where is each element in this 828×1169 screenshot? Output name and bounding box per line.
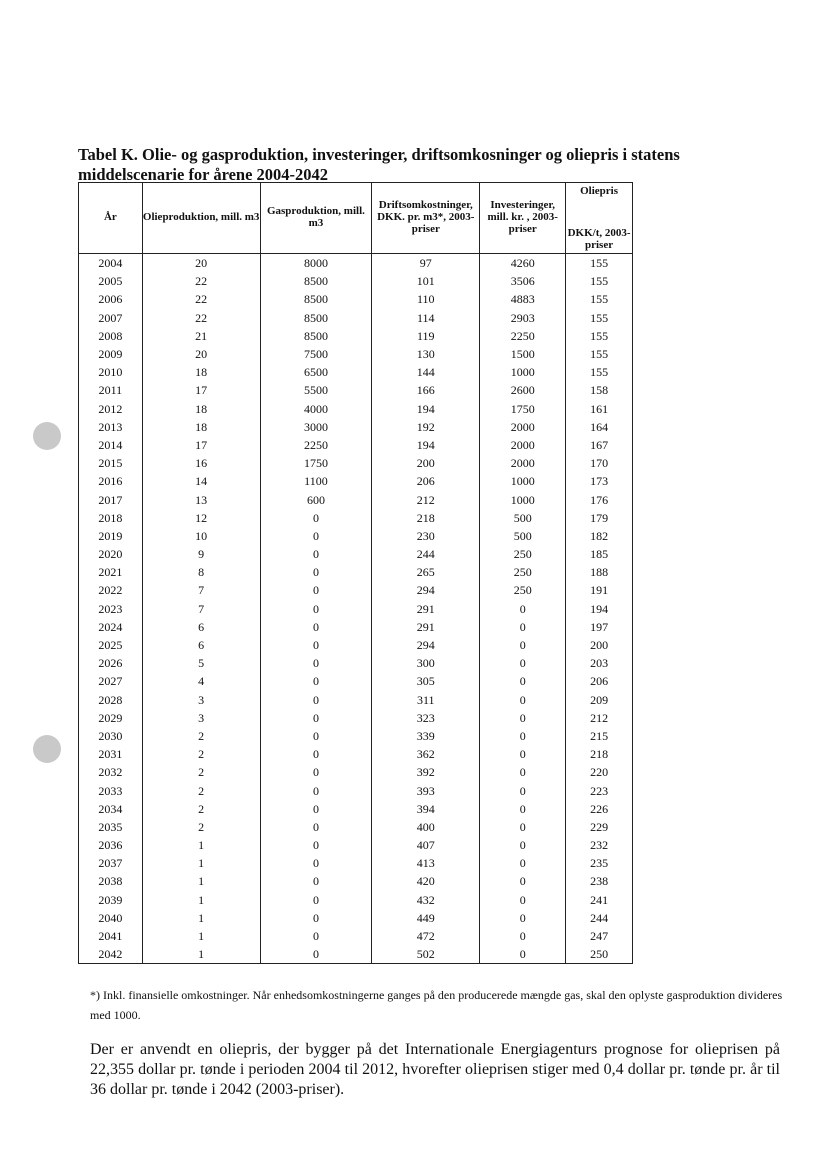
cell-oil-price: 158 xyxy=(566,381,633,399)
table-row xyxy=(79,872,633,890)
cell-gas-production: 8500 xyxy=(260,309,372,327)
cell-investments: 0 xyxy=(480,672,566,690)
cell-oil-price: 212 xyxy=(566,709,633,727)
cell-investments: 0 xyxy=(480,727,566,745)
cell-investments: 2000 xyxy=(480,454,566,472)
cell-investments: 0 xyxy=(480,654,566,672)
table-row xyxy=(79,618,633,636)
cell-oil-production: 9 xyxy=(142,545,260,563)
cell-oil-price: 209 xyxy=(566,691,633,709)
cell-investments: 2903 xyxy=(480,309,566,327)
cell-oil-price: 173 xyxy=(566,472,633,490)
cell-year: 2010 xyxy=(79,363,143,381)
cell-operating-costs: 305 xyxy=(372,672,480,690)
cell-operating-costs: 420 xyxy=(372,872,480,890)
cell-year: 2009 xyxy=(79,345,143,363)
cell-investments: 0 xyxy=(480,618,566,636)
cell-investments: 500 xyxy=(480,509,566,527)
cell-operating-costs: 392 xyxy=(372,763,480,781)
cell-investments: 0 xyxy=(480,945,566,964)
cell-investments: 0 xyxy=(480,854,566,872)
cell-oil-price: 223 xyxy=(566,781,633,799)
table-row xyxy=(79,509,633,527)
cell-gas-production: 0 xyxy=(260,563,372,581)
cell-gas-production: 8500 xyxy=(260,327,372,345)
cell-oil-price: 238 xyxy=(566,872,633,890)
cell-year: 2017 xyxy=(79,490,143,508)
cell-gas-production: 0 xyxy=(260,818,372,836)
cell-oil-price: 235 xyxy=(566,854,633,872)
cell-operating-costs: 339 xyxy=(372,727,480,745)
cell-oil-price: 250 xyxy=(566,945,633,964)
cell-oil-price: 155 xyxy=(566,327,633,345)
cell-oil-production: 17 xyxy=(142,381,260,399)
table-row xyxy=(79,745,633,763)
cell-year: 2012 xyxy=(79,400,143,418)
cell-operating-costs: 114 xyxy=(372,309,480,327)
cell-gas-production: 0 xyxy=(260,509,372,527)
binder-hole xyxy=(33,422,61,450)
cell-oil-price: 176 xyxy=(566,490,633,508)
table-row xyxy=(79,454,633,472)
cell-gas-production: 0 xyxy=(260,600,372,618)
cell-operating-costs: 110 xyxy=(372,290,480,308)
table-row xyxy=(79,581,633,599)
cell-investments: 4883 xyxy=(480,290,566,308)
cell-oil-production: 1 xyxy=(142,945,260,964)
cell-gas-production: 0 xyxy=(260,872,372,890)
table-row xyxy=(79,345,633,363)
header-oil-price-group: Oliepris xyxy=(566,183,633,202)
cell-gas-production: 7500 xyxy=(260,345,372,363)
cell-year: 2040 xyxy=(79,909,143,927)
cell-year: 2042 xyxy=(79,945,143,964)
cell-operating-costs: 394 xyxy=(372,800,480,818)
table-row xyxy=(79,927,633,945)
cell-year: 2029 xyxy=(79,709,143,727)
cell-oil-price: 226 xyxy=(566,800,633,818)
cell-investments: 3506 xyxy=(480,272,566,290)
cell-oil-production: 6 xyxy=(142,636,260,654)
cell-operating-costs: 212 xyxy=(372,490,480,508)
cell-gas-production: 1100 xyxy=(260,472,372,490)
cell-oil-price: 188 xyxy=(566,563,633,581)
cell-gas-production: 0 xyxy=(260,800,372,818)
table-row xyxy=(79,600,633,618)
cell-oil-production: 1 xyxy=(142,872,260,890)
cell-year: 2021 xyxy=(79,563,143,581)
table-body xyxy=(79,254,633,964)
cell-oil-production: 1 xyxy=(142,909,260,927)
table-row xyxy=(79,327,633,345)
cell-oil-price: 191 xyxy=(566,581,633,599)
cell-oil-production: 22 xyxy=(142,309,260,327)
cell-investments: 0 xyxy=(480,636,566,654)
cell-operating-costs: 130 xyxy=(372,345,480,363)
cell-gas-production: 0 xyxy=(260,691,372,709)
cell-year: 2028 xyxy=(79,691,143,709)
cell-investments: 0 xyxy=(480,909,566,927)
cell-investments: 0 xyxy=(480,818,566,836)
header-investments: Investeringer, mill. kr. , 2003-priser xyxy=(480,183,566,254)
table-row xyxy=(79,527,633,545)
cell-year: 2035 xyxy=(79,818,143,836)
cell-operating-costs: 101 xyxy=(372,272,480,290)
cell-investments: 0 xyxy=(480,872,566,890)
cell-oil-price: 155 xyxy=(566,290,633,308)
cell-year: 2015 xyxy=(79,454,143,472)
cell-oil-production: 2 xyxy=(142,745,260,763)
cell-operating-costs: 206 xyxy=(372,472,480,490)
cell-operating-costs: 294 xyxy=(372,581,480,599)
table-row xyxy=(79,727,633,745)
cell-oil-production: 2 xyxy=(142,818,260,836)
production-table xyxy=(78,182,633,964)
cell-oil-production: 3 xyxy=(142,709,260,727)
cell-oil-price: 220 xyxy=(566,763,633,781)
cell-investments: 1000 xyxy=(480,472,566,490)
cell-oil-production: 7 xyxy=(142,600,260,618)
cell-oil-price: 155 xyxy=(566,345,633,363)
cell-oil-production: 1 xyxy=(142,836,260,854)
cell-oil-production: 6 xyxy=(142,618,260,636)
cell-gas-production: 600 xyxy=(260,490,372,508)
table-row xyxy=(79,836,633,854)
cell-operating-costs: 230 xyxy=(372,527,480,545)
cell-investments: 0 xyxy=(480,709,566,727)
cell-year: 2034 xyxy=(79,800,143,818)
cell-investments: 500 xyxy=(480,527,566,545)
cell-operating-costs: 432 xyxy=(372,891,480,909)
cell-oil-price: 155 xyxy=(566,309,633,327)
cell-investments: 4260 xyxy=(480,254,566,273)
cell-oil-price: 155 xyxy=(566,272,633,290)
header-operating-costs: Driftsomkostninger, DKK. pr. m3*, 2003-priser xyxy=(372,183,480,254)
cell-operating-costs: 144 xyxy=(372,363,480,381)
cell-investments: 2000 xyxy=(480,418,566,436)
cell-oil-production: 1 xyxy=(142,891,260,909)
cell-gas-production: 0 xyxy=(260,927,372,945)
cell-oil-production: 16 xyxy=(142,454,260,472)
cell-operating-costs: 407 xyxy=(372,836,480,854)
cell-investments: 250 xyxy=(480,581,566,599)
cell-investments: 0 xyxy=(480,800,566,818)
table-row xyxy=(79,563,633,581)
cell-gas-production: 0 xyxy=(260,581,372,599)
cell-gas-production: 0 xyxy=(260,618,372,636)
cell-year: 2005 xyxy=(79,272,143,290)
cell-operating-costs: 449 xyxy=(372,909,480,927)
cell-oil-price: 155 xyxy=(566,363,633,381)
table-row xyxy=(79,818,633,836)
cell-oil-production: 20 xyxy=(142,345,260,363)
cell-oil-price: 170 xyxy=(566,454,633,472)
cell-operating-costs: 194 xyxy=(372,436,480,454)
table-row xyxy=(79,472,633,490)
cell-year: 2013 xyxy=(79,418,143,436)
body-paragraph: Der er anvendt en oliepris, der bygger på det Internationale Energiagenturs prognose for olieprisen på 22,355 dollar pr. tønde i perioden 2004 til 2012, hvorefter olieprisen stiger med 0,4 dollar pr. tønde pr. år til 36 dollar pr. tønde i 2042 (2003-priser). xyxy=(90,1041,780,1098)
cell-operating-costs: 294 xyxy=(372,636,480,654)
cell-year: 2022 xyxy=(79,581,143,599)
cell-year: 2011 xyxy=(79,381,143,399)
cell-gas-production: 0 xyxy=(260,854,372,872)
cell-year: 2019 xyxy=(79,527,143,545)
cell-investments: 0 xyxy=(480,836,566,854)
table-row xyxy=(79,672,633,690)
cell-operating-costs: 311 xyxy=(372,691,480,709)
cell-year: 2036 xyxy=(79,836,143,854)
cell-oil-production: 22 xyxy=(142,272,260,290)
cell-operating-costs: 362 xyxy=(372,745,480,763)
cell-year: 2025 xyxy=(79,636,143,654)
cell-gas-production: 3000 xyxy=(260,418,372,436)
cell-operating-costs: 119 xyxy=(372,327,480,345)
cell-oil-price: 247 xyxy=(566,927,633,945)
table-row xyxy=(79,490,633,508)
table-row xyxy=(79,800,633,818)
cell-operating-costs: 413 xyxy=(372,854,480,872)
table-row xyxy=(79,909,633,927)
cell-oil-production: 1 xyxy=(142,927,260,945)
cell-year: 2014 xyxy=(79,436,143,454)
cell-oil-price: 206 xyxy=(566,672,633,690)
footnote: *) Inkl. finansielle omkostninger. Når enhedsomkostningerne ganges på den producerede mængde gas, skal den oplyste gasproduktion divideres med 1000. xyxy=(90,988,783,1022)
table-row xyxy=(79,654,633,672)
header-year: År xyxy=(79,183,143,254)
cell-year: 2008 xyxy=(79,327,143,345)
cell-oil-production: 13 xyxy=(142,490,260,508)
cell-gas-production: 0 xyxy=(260,636,372,654)
cell-investments: 0 xyxy=(480,891,566,909)
cell-oil-price: 161 xyxy=(566,400,633,418)
cell-investments: 0 xyxy=(480,691,566,709)
cell-operating-costs: 400 xyxy=(372,818,480,836)
cell-oil-production: 3 xyxy=(142,691,260,709)
cell-oil-production: 20 xyxy=(142,254,260,273)
cell-operating-costs: 97 xyxy=(372,254,480,273)
cell-oil-price: 155 xyxy=(566,254,633,273)
table-row xyxy=(79,272,633,290)
cell-oil-production: 18 xyxy=(142,363,260,381)
cell-oil-price: 194 xyxy=(566,600,633,618)
cell-year: 2006 xyxy=(79,290,143,308)
cell-oil-production: 17 xyxy=(142,436,260,454)
cell-oil-price: 232 xyxy=(566,836,633,854)
cell-oil-price: 215 xyxy=(566,727,633,745)
cell-oil-production: 10 xyxy=(142,527,260,545)
table-row xyxy=(79,436,633,454)
cell-oil-price: 244 xyxy=(566,909,633,927)
cell-year: 2038 xyxy=(79,872,143,890)
cell-oil-production: 18 xyxy=(142,418,260,436)
cell-gas-production: 0 xyxy=(260,945,372,964)
cell-year: 2037 xyxy=(79,854,143,872)
cell-operating-costs: 472 xyxy=(372,927,480,945)
cell-gas-production: 0 xyxy=(260,781,372,799)
cell-oil-price: 203 xyxy=(566,654,633,672)
cell-oil-production: 14 xyxy=(142,472,260,490)
cell-operating-costs: 291 xyxy=(372,618,480,636)
cell-gas-production: 6500 xyxy=(260,363,372,381)
table-row xyxy=(79,418,633,436)
cell-oil-price: 218 xyxy=(566,745,633,763)
cell-oil-price: 182 xyxy=(566,527,633,545)
cell-gas-production: 8000 xyxy=(260,254,372,273)
cell-gas-production: 1750 xyxy=(260,454,372,472)
table-row xyxy=(79,545,633,563)
cell-gas-production: 0 xyxy=(260,527,372,545)
cell-gas-production: 0 xyxy=(260,763,372,781)
cell-year: 2027 xyxy=(79,672,143,690)
cell-oil-production: 2 xyxy=(142,763,260,781)
cell-year: 2033 xyxy=(79,781,143,799)
cell-year: 2004 xyxy=(79,254,143,273)
cell-gas-production: 0 xyxy=(260,672,372,690)
cell-operating-costs: 300 xyxy=(372,654,480,672)
table-row xyxy=(79,763,633,781)
table-row xyxy=(79,381,633,399)
cell-investments: 2250 xyxy=(480,327,566,345)
cell-year: 2026 xyxy=(79,654,143,672)
cell-oil-production: 5 xyxy=(142,654,260,672)
cell-year: 2016 xyxy=(79,472,143,490)
cell-year: 2039 xyxy=(79,891,143,909)
cell-oil-price: 229 xyxy=(566,818,633,836)
cell-investments: 0 xyxy=(480,763,566,781)
table-row xyxy=(79,781,633,799)
cell-year: 2020 xyxy=(79,545,143,563)
cell-oil-production: 8 xyxy=(142,563,260,581)
cell-investments: 1500 xyxy=(480,345,566,363)
cell-oil-price: 164 xyxy=(566,418,633,436)
cell-oil-price: 185 xyxy=(566,545,633,563)
table-row xyxy=(79,290,633,308)
cell-year: 2018 xyxy=(79,509,143,527)
header-oil-production: Olieproduktion, mill. m3 xyxy=(142,183,260,254)
cell-year: 2032 xyxy=(79,763,143,781)
cell-operating-costs: 502 xyxy=(372,945,480,964)
header-gas-production: Gasproduktion, mill. m3 xyxy=(260,183,372,254)
cell-investments: 1750 xyxy=(480,400,566,418)
cell-investments: 0 xyxy=(480,781,566,799)
cell-oil-price: 179 xyxy=(566,509,633,527)
cell-gas-production: 0 xyxy=(260,709,372,727)
cell-gas-production: 5500 xyxy=(260,381,372,399)
table-row xyxy=(79,400,633,418)
cell-gas-production: 0 xyxy=(260,545,372,563)
cell-oil-production: 2 xyxy=(142,800,260,818)
cell-gas-production: 0 xyxy=(260,654,372,672)
cell-investments: 250 xyxy=(480,563,566,581)
table-row xyxy=(79,691,633,709)
cell-gas-production: 4000 xyxy=(260,400,372,418)
cell-investments: 0 xyxy=(480,600,566,618)
cell-investments: 1000 xyxy=(480,490,566,508)
cell-gas-production: 0 xyxy=(260,727,372,745)
cell-investments: 2000 xyxy=(480,436,566,454)
cell-operating-costs: 265 xyxy=(372,563,480,581)
cell-investments: 250 xyxy=(480,545,566,563)
cell-operating-costs: 393 xyxy=(372,781,480,799)
cell-operating-costs: 200 xyxy=(372,454,480,472)
table-row xyxy=(79,309,633,327)
table-row xyxy=(79,636,633,654)
cell-year: 2030 xyxy=(79,727,143,745)
table-row xyxy=(79,891,633,909)
header-oil-price: DKK/t, 2003-priser xyxy=(566,201,633,254)
cell-operating-costs: 166 xyxy=(372,381,480,399)
cell-oil-price: 197 xyxy=(566,618,633,636)
cell-oil-production: 21 xyxy=(142,327,260,345)
cell-oil-production: 18 xyxy=(142,400,260,418)
cell-oil-production: 7 xyxy=(142,581,260,599)
cell-gas-production: 0 xyxy=(260,909,372,927)
cell-operating-costs: 194 xyxy=(372,400,480,418)
cell-gas-production: 2250 xyxy=(260,436,372,454)
cell-gas-production: 0 xyxy=(260,836,372,854)
cell-gas-production: 0 xyxy=(260,745,372,763)
cell-year: 2031 xyxy=(79,745,143,763)
cell-year: 2024 xyxy=(79,618,143,636)
cell-investments: 1000 xyxy=(480,363,566,381)
cell-gas-production: 8500 xyxy=(260,290,372,308)
cell-oil-production: 12 xyxy=(142,509,260,527)
cell-operating-costs: 244 xyxy=(372,545,480,563)
table-row xyxy=(79,854,633,872)
cell-oil-production: 4 xyxy=(142,672,260,690)
cell-operating-costs: 218 xyxy=(372,509,480,527)
table-row xyxy=(79,254,633,273)
table-row xyxy=(79,945,633,964)
cell-operating-costs: 323 xyxy=(372,709,480,727)
cell-oil-production: 2 xyxy=(142,727,260,745)
cell-investments: 2600 xyxy=(480,381,566,399)
cell-gas-production: 8500 xyxy=(260,272,372,290)
cell-oil-price: 200 xyxy=(566,636,633,654)
cell-oil-production: 22 xyxy=(142,290,260,308)
cell-year: 2007 xyxy=(79,309,143,327)
cell-operating-costs: 291 xyxy=(372,600,480,618)
cell-investments: 0 xyxy=(480,745,566,763)
cell-operating-costs: 192 xyxy=(372,418,480,436)
cell-year: 2023 xyxy=(79,600,143,618)
binder-hole xyxy=(33,735,61,763)
cell-oil-production: 2 xyxy=(142,781,260,799)
cell-oil-price: 167 xyxy=(566,436,633,454)
cell-oil-production: 1 xyxy=(142,854,260,872)
table-row xyxy=(79,709,633,727)
table-title: Tabel K. Olie- og gasproduktion, investeringer, driftsomkosninger og oliepris i statens middelscenarie for årene 2004-2042 xyxy=(78,145,680,184)
table-row xyxy=(79,363,633,381)
cell-investments: 0 xyxy=(480,927,566,945)
cell-year: 2041 xyxy=(79,927,143,945)
cell-oil-price: 241 xyxy=(566,891,633,909)
cell-gas-production: 0 xyxy=(260,891,372,909)
